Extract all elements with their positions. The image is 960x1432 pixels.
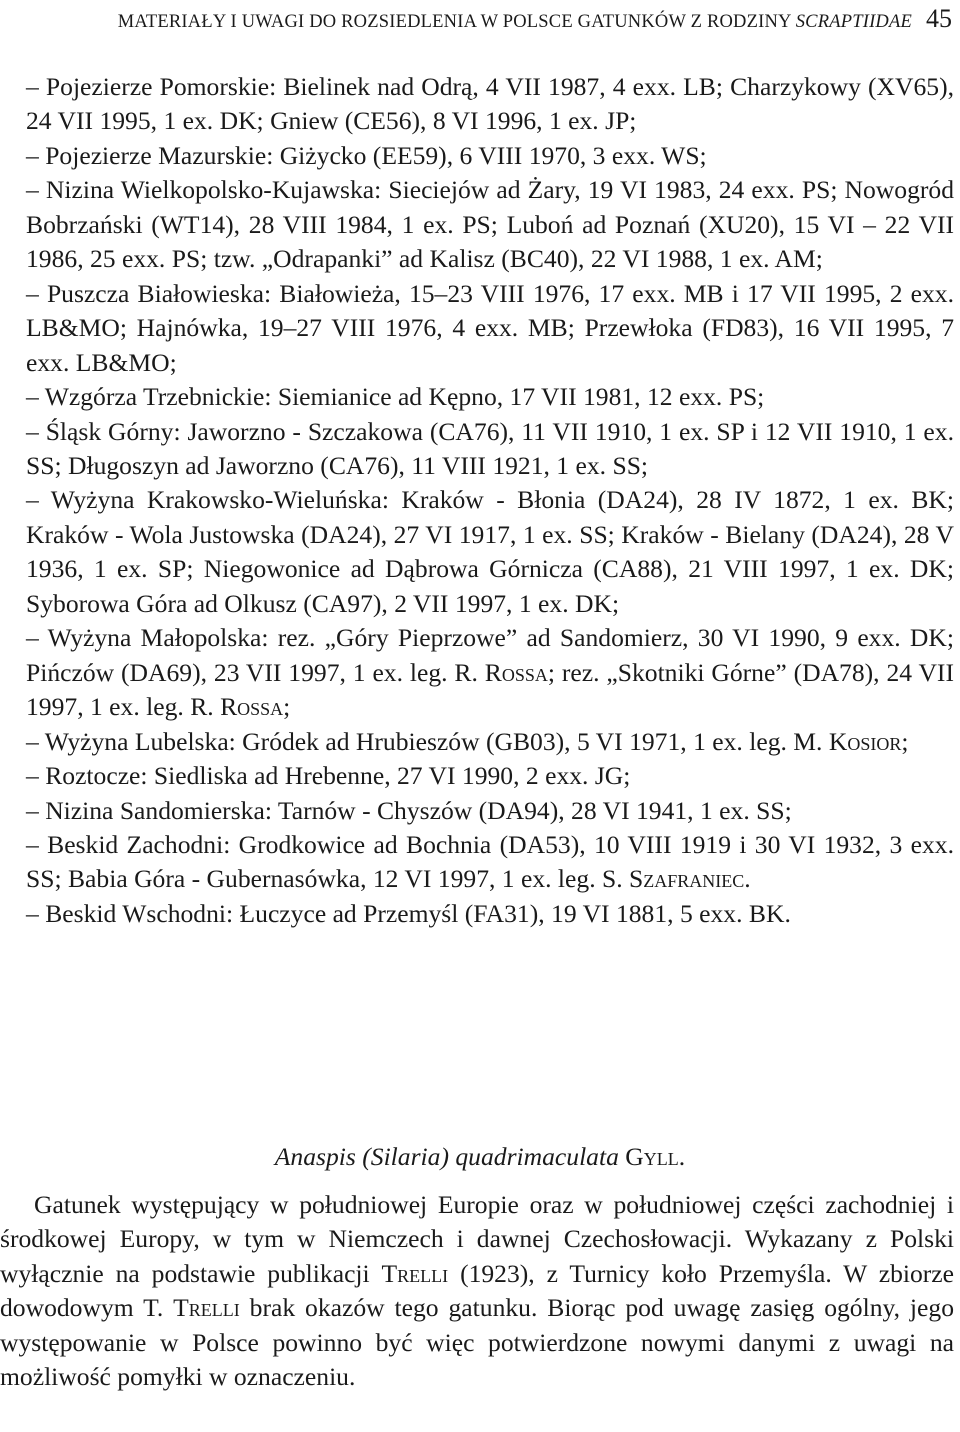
locality-entry: – Beskid Wschodni: Łuczyce ad Przemyśl (FA31), 19 VI 1881, 5 exx. BK.	[26, 898, 791, 928]
locality-entry: – Pojezierze Pomorskie: Bielinek nad Odrą, 4 VII 1987, 4 exx. LB; Charzykowy (XV65), 24 VII 1995, 1 ex. DK; Gniew (CE56), 8 VI 1996, 1 ex. JP;	[26, 72, 954, 136]
collector-name: Kosior	[828, 726, 902, 756]
running-header	[34, 4, 952, 40]
author-citation: Trelli	[381, 1258, 449, 1288]
locality-entry: – Beskid Zachodni: Grodkowice ad Bochnia (DA53), 10 VIII 1919 i 30 VI 1932, 3 exx. SS; Babia Góra - Gubernasówka, 12 VI 1997, 1 ex. leg. S. Szafraniec.	[26, 829, 954, 894]
species-heading: Anaspis (Silaria) quadrimaculata Gyll.	[274, 1142, 686, 1171]
species-name: Anaspis (Silaria) quadrimaculata	[274, 1142, 619, 1171]
collector-name: Szafraniec	[629, 864, 745, 894]
page-number: 45	[926, 4, 952, 33]
locality-entry: – Śląsk Górny: Jaworzno - Szczakowa (CA76), 11 VII 1910, 1 ex. SP i 12 VII 1910, 1 ex. SS; Długoszyn ad Jaworzno (CA76), 11 VIII 1921, 1 ex. SS;	[26, 416, 954, 480]
collector-name: Rossa	[220, 692, 284, 722]
species-author: Gyll	[625, 1142, 679, 1171]
locality-entry: – Wyżyna Małopolska: rez. „Góry Pieprzowe” ad Sandomierz, 30 VI 1990, 9 exx. DK; Pińczów (DA69), 23 VII 1997, 1 ex. leg. R. Rossa; rez. „Skotniki Górne” (DA78), 24 VII 1997, 1 ex. leg. R. Rossa;	[26, 623, 954, 722]
species-description: Gatunek występujący w południowej Europie oraz w południowej części zachodniej i środkowej Europy, w tym w Niemczech i dawnej Czechosłowacji. Wykazany z Polski wyłącznie na podstawie publikacji Trelli (1923), z Turnicy koło Przemyśla. W zbiorze dowodowym T. Trelli brak okazów tego gatunku. Biorąc pod uwagę zasięg ogólny, jego występowanie w Polsce powinno być więc potwierdzone nowymi danymi z uwagi na możliwość pomyłki w oznaczeniu.	[0, 1190, 955, 1392]
running-header-title	[118, 12, 912, 33]
header-family-name: SCRAPTIIDAE	[795, 12, 912, 32]
locality-entry: – Wyżyna Lubelska: Gródek ad Hrubieszów (GB03), 5 VI 1971, 1 ex. leg. M. Kosior;	[26, 726, 909, 756]
locality-list	[0, 70, 960, 931]
header-title-main: MATERIAŁY I UWAGI DO ROZSIEDLENIA W POLSCE GATUNKÓW Z RODZINY	[117, 12, 791, 32]
locality-entry: – Wyżyna Krakowsko-Wieluńska: Kraków - Błonia (DA24), 28 IV 1872, 1 ex. BK; Kraków - Wola Justowska (DA24), 27 VI 1917, 1 ex. SS; Kraków - Bielany (DA24), 28 V 1936, 1 ex. SP; Niegowonice ad Dąbrowa Górnicza (CA88), 21 VIII 1997, 1 ex. DK; Syborowa Góra ad Olkusz (CA97), 2 VII 1997, 1 ex. DK;	[26, 485, 954, 618]
locality-entry: – Wzgórza Trzebnickie: Siemianice ad Kępno, 17 VII 1981, 12 exx. PS;	[26, 382, 765, 412]
locality-entry: – Nizina Sandomierska: Tarnów - Chyszów (DA94), 28 VI 1941, 1 ex. SS;	[26, 795, 792, 825]
locality-entry: – Nizina Wielkopolsko-Kujawska: Sieciejów ad Żary, 19 VI 1983, 24 exx. PS; Nowogród Bobrzański (WT14), 28 VIII 1984, 1 ex. PS; Luboń ad Poznań (XU20), 15 VI – 22 VII 1986, 25 exx. PS; tzw. „Odrapanki” ad Kalisz (BC40), 22 VI 1988, 1 ex. AM;	[26, 175, 954, 274]
locality-entry: – Roztocze: Siedliska ad Hrebenne, 27 VI 1990, 2 exx. JG;	[26, 761, 631, 791]
locality-entry: – Puszcza Białowieska: Białowieża, 15–23 VIII 1976, 17 exx. MB i 17 VII 1995, 2 exx. LB&MO; Hajnówka, 19–27 VIII 1976, 4 exx. MB; Przewłoka (FD83), 16 VII 1995, 7 exx. LB&MO;	[26, 278, 954, 377]
collector-name: Rossa	[484, 657, 548, 687]
locality-entry: – Pojezierze Mazurskie: Giżycko (EE59), 6 VIII 1970, 3 exx. WS;	[26, 140, 707, 170]
author-citation: Trelli	[173, 1293, 240, 1323]
